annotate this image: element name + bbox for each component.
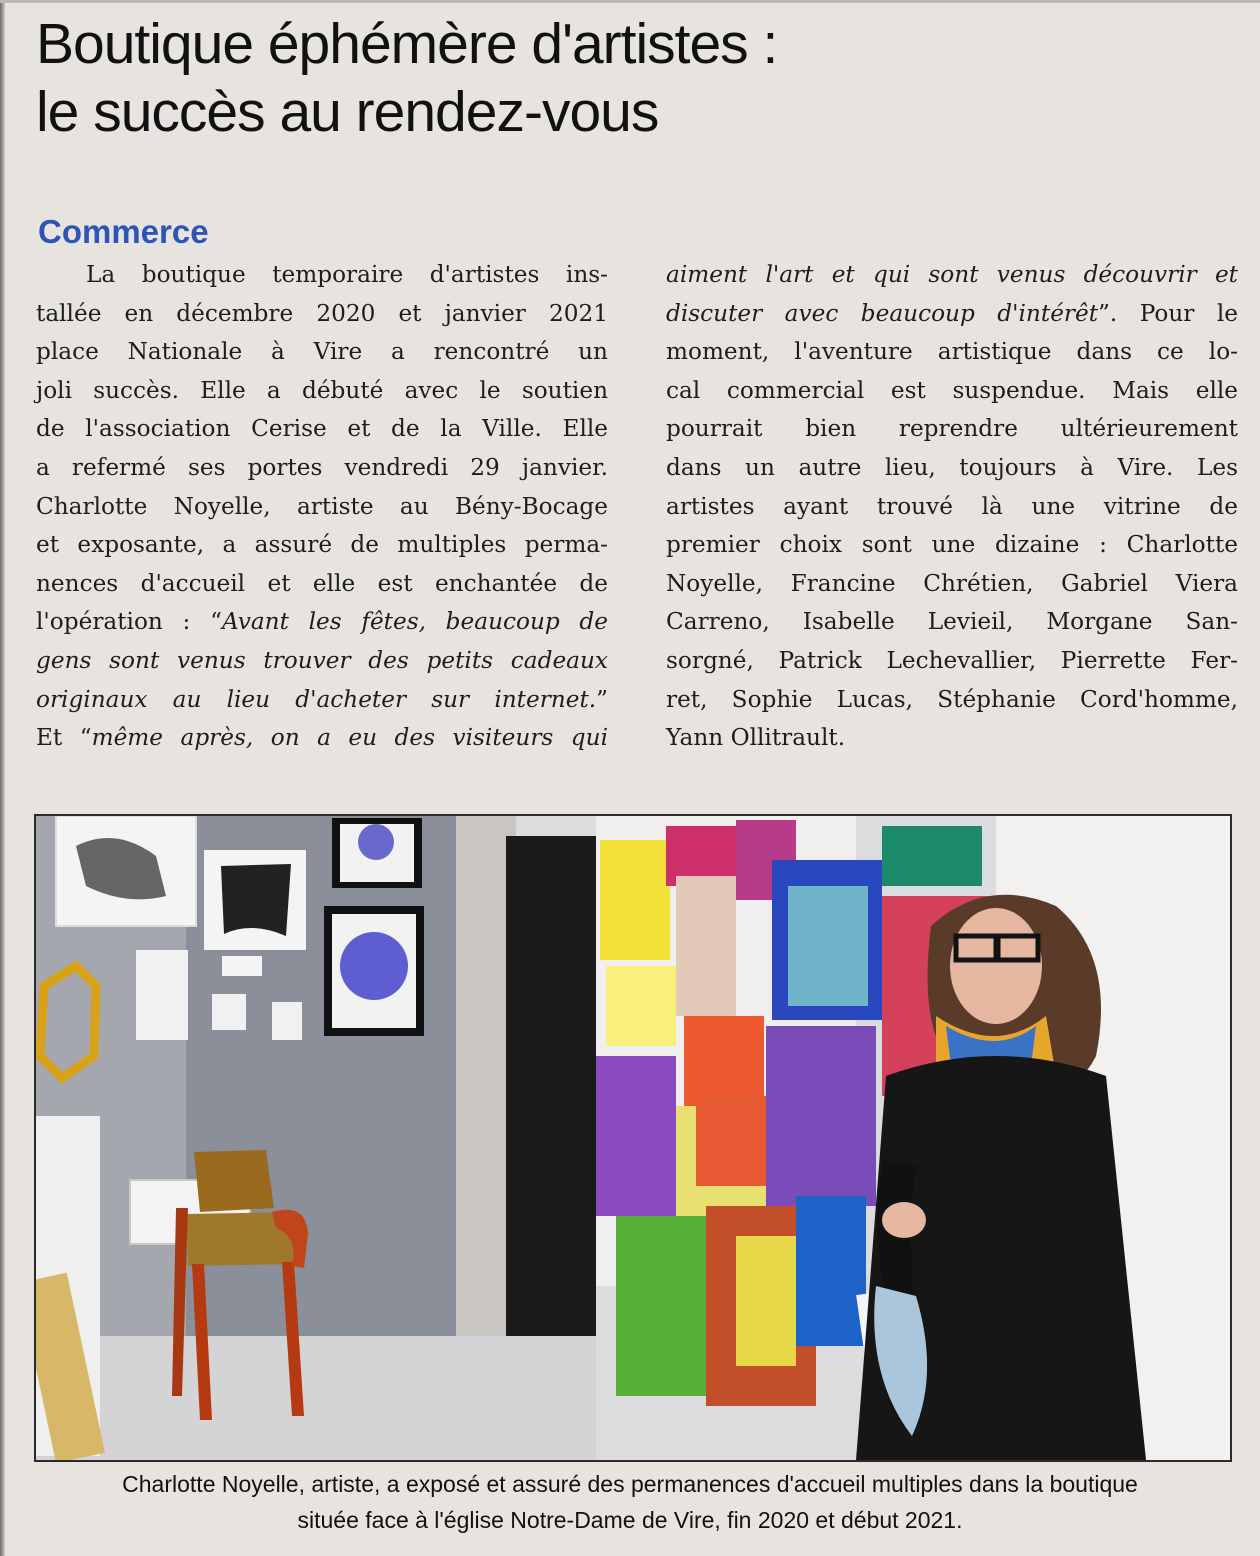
text-line: ret, Sophie Lucas, Stéphanie Cord'homme, (666, 685, 1238, 713)
text-line: place Nationale à Vire a rencontré un (36, 338, 608, 366)
text-line (36, 642, 608, 681)
text-line: moment, l'aventure artistique dans ce lo- (666, 338, 1238, 366)
headline-line-1: Boutique éphémère d'artistes : (36, 12, 778, 76)
text-run: Et “ (36, 724, 92, 752)
photo-illustration (36, 816, 1230, 1460)
text-line: a refermé ses portes vendredi 29 janvier. (36, 453, 608, 481)
text-line (666, 295, 1238, 334)
text-line: Yann Ollitrault. (666, 724, 846, 752)
section-rubric: Commerce (38, 213, 209, 250)
text-line: de l'association Cerise et de la Ville. Elle (36, 415, 608, 443)
headline-line-2: le succès au rendez-vous (36, 80, 659, 144)
text-line: et exposante, a assuré de multiples perma- (36, 531, 608, 559)
quote-run: même après, on a eu des visiteurs qui (91, 724, 608, 752)
quote-run: gens sont venus trouver des petits cadeaux (36, 646, 608, 674)
quote-run: Avant les fêtes, beaucoup de (221, 608, 608, 636)
text-line: tallée en décembre 2020 et janvier 2021 (36, 299, 608, 327)
text-line: pourrait bien reprendre ultérieurement (666, 415, 1238, 443)
text-line: sorgné, Patrick Lechevallier, Pierrette Fer- (666, 646, 1238, 674)
photo-caption (30, 1466, 1230, 1538)
text-line: artistes ayant trouvé là une vitrine de (666, 492, 1238, 520)
article-headline (36, 10, 1236, 146)
text-line: Charlotte Noyelle, artiste au Bény-Bocage (36, 492, 608, 520)
text-line: premier choix sont une dizaine : Charlotte (666, 531, 1238, 559)
text-line: Carreno, Isabelle Levieil, Morgane San- (666, 608, 1238, 636)
text-line (36, 681, 608, 720)
scan-edge-top (0, 0, 1260, 3)
text-line (666, 256, 1238, 295)
caption-line-1: Charlotte Noyelle, artiste, a exposé et assuré des permanences d'accueil multiples dans la boutique (122, 1471, 1138, 1497)
text-line: cal commercial est suspendue. Mais elle (666, 376, 1238, 404)
article-column-right (666, 256, 1238, 758)
article-column-left (36, 256, 608, 758)
quote-run: discuter avec beaucoup d'intérêt (666, 299, 1099, 327)
caption-line-2: située face à l'église Notre-Dame de Vire, fin 2020 et début 2021. (297, 1507, 963, 1533)
text-line: La boutique temporaire d'artistes ins- (86, 261, 608, 288)
text-run: ” (596, 685, 608, 713)
quote-run: aiment l'art et qui sont venus découvrir et (666, 261, 1238, 288)
article-photo (34, 814, 1232, 1462)
text-line: joli succès. Elle a débuté avec le soutien (36, 376, 608, 404)
text-line (36, 719, 608, 758)
text-line: dans un autre lieu, toujours à Vire. Les (666, 453, 1238, 481)
scan-edge-shadow (0, 0, 5, 1556)
quote-run: originaux au lieu d'acheter sur internet. (36, 685, 597, 713)
text-line: Noyelle, Francine Chrétien, Gabriel Viera (666, 569, 1238, 597)
text-line (36, 603, 608, 642)
text-run: ”. Pour le (1098, 299, 1238, 327)
text-line: nences d'accueil et elle est enchantée de (36, 569, 608, 597)
text-run: l'opération : “ (36, 608, 222, 636)
